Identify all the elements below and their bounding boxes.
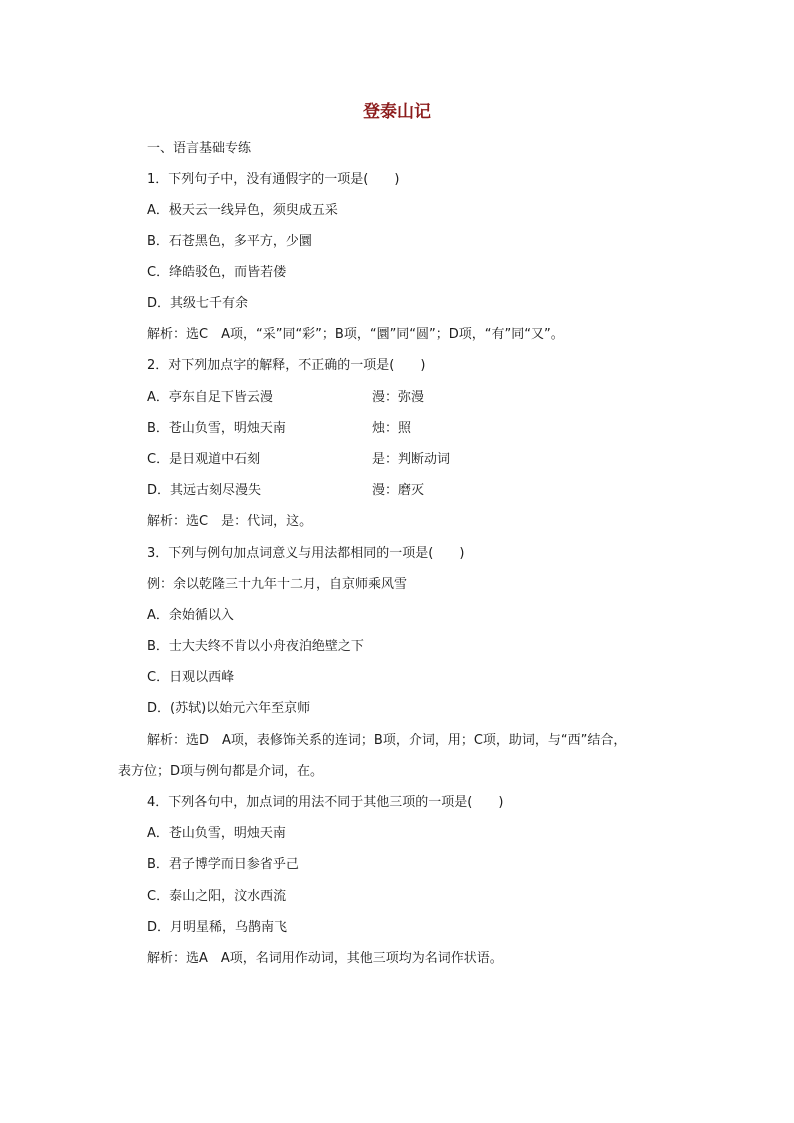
q3-answer-line1: 解析：选D A项，表修饰关系的连词；B项，介词，用；C项，助词，与“西”结合， [147, 733, 627, 748]
q3-example: 例：余以乾隆三十九年十二月，自京师乘风雪 [147, 577, 408, 592]
q4-option-d: D．月明星稀，乌鹊南飞 [147, 920, 288, 935]
q2-option-b: B．苍山负雪，明烛天南 [147, 421, 286, 436]
q3-stem: 3．下列与例句加点词意义与用法都相同的一项是( ) [147, 546, 465, 561]
q2-stem: 2．对下列加点字的解释，不正确的一项是( ) [147, 358, 426, 373]
q4-option-c: C．泰山之阳，汶水西流 [147, 889, 287, 904]
q3-option-b: B．士大夫终不肯以小舟夜泊绝壁之下 [147, 639, 364, 654]
q1-answer: 解析：选C A项，“采”同“彩”；B项，“圜”同“圆”；D项，“有”同“又”。 [147, 327, 564, 342]
q1-option-c: C．绛皓驳色，而皆若偻 [147, 265, 287, 280]
q4-stem: 4．下列各句中，加点词的用法不同于其他三项的一项是( ) [147, 795, 504, 810]
q1-option-b: B．石苍黑色，多平方，少圜 [147, 234, 312, 249]
q1-option-d: D．其级七千有余 [147, 296, 249, 311]
section-heading: 一、语言基础专练 [147, 141, 252, 156]
q2-answer: 解析：选C 是：代词，这。 [147, 514, 313, 529]
q4-option-a: A．苍山负雪，明烛天南 [147, 826, 286, 841]
q3-option-d: D．(苏轼)以始元六年至京师 [147, 701, 311, 716]
q2-option-d: D．其远古刻尽漫失 [147, 483, 262, 498]
q3-answer-line2: 表方位；D项与例句都是介词，在。 [118, 764, 324, 779]
page-title: 登泰山记 [363, 102, 431, 122]
q1-option-a: A．极天云一线异色，须臾成五采 [147, 203, 338, 218]
q2-option-a: A．亭东自足下皆云漫 [147, 390, 273, 405]
q4-option-b: B．君子博学而日参省乎己 [147, 857, 299, 872]
q4-answer: 解析：选A A项，名词用作动词，其他三项均为名词作状语。 [147, 951, 503, 966]
q1-stem: 1．下列句子中，没有通假字的一项是( ) [147, 172, 400, 187]
q2-option-c: C．是日观道中石刻 [147, 452, 261, 467]
q2-gloss-d: 漫：磨灭 [372, 483, 425, 498]
q2-gloss-b: 烛：照 [372, 421, 412, 436]
q3-option-a: A．余始循以入 [147, 608, 234, 623]
q2-gloss-c: 是：判断动词 [372, 452, 451, 467]
q3-option-c: C．日观以西峰 [147, 670, 235, 685]
q2-gloss-a: 漫：弥漫 [372, 390, 425, 405]
